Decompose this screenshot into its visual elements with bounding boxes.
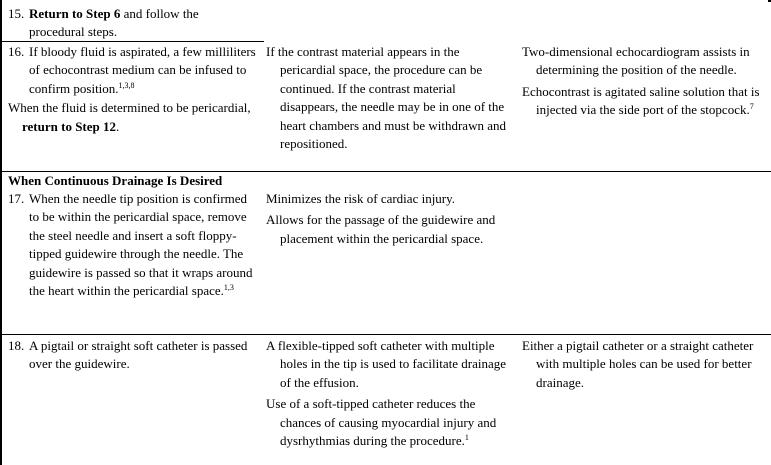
step-17-reference: 1,3 (223, 283, 234, 293)
row-18-step (8, 337, 256, 374)
step-18-rationale-1: A flexible-tipped soft catheter with multiple holes in the tip is used to facilitate drainage of the effusion. (266, 338, 506, 390)
step-16-note (8, 99, 256, 136)
row-16-step (8, 43, 256, 136)
step-16-consideration-2-text: Echocontrast is agitated saline solution that is injected via the side port of the stopcock. (522, 83, 760, 118)
step-number: 15. (8, 6, 25, 21)
step-17-text: When the needle tip position is confirmed to be within the pericardial space, remove the steel needle and insert a soft floppy-tipped guidewire through the needle. The guidewire is passed so that it wraps around the heart within the pericardial space. (29, 191, 253, 299)
row-18-rationale (266, 337, 510, 450)
row-divider (0, 41, 264, 42)
step-18-consideration: Either a pigtail catheter or a straight catheter with multiple holes can be used for better drainage. (522, 338, 754, 390)
step-16-rationale-text: If the contrast material appears in the pericardial space, the procedure can be continued. If the contrast material disappears, the needle may be in one of the heart chambers and must be withdrawn and repositioned. (266, 44, 506, 152)
row-16-special-considerations (522, 43, 767, 120)
section-heading: When Continuous Drainage Is Desired (8, 173, 223, 188)
step-18-rationale-2 (266, 395, 510, 450)
step-16-consideration-2-reference: 7 (749, 102, 754, 112)
row-17-step (8, 190, 256, 300)
table-left-border (0, 0, 2, 465)
step-18-text: A pigtail or straight soft catheter is passed over the guidewire. (29, 338, 248, 372)
step-17-rationale-1: Minimizes the risk of cardiac injury. (266, 191, 456, 206)
step-number: 17. (8, 191, 25, 206)
step-16-consideration-1: Two-dimensional echocardiogram assists in determining the position of the needle. (522, 44, 750, 78)
step-number: 18. (8, 338, 25, 353)
step-18-rationale-2-text: Use of a soft-tipped catheter reduces the chances of causing myocardial injury and dysrhythmias during the procedure. (266, 396, 497, 449)
step-number: 16. (8, 44, 25, 59)
step-16-note-end: . (116, 118, 120, 134)
row-17-rationale (266, 190, 510, 248)
step-16-text: If bloody fluid is aspirated, a few milliliters of echocontrast medium can be infused to confirm position. (29, 44, 256, 96)
step-15-bold-instruction: Return to Step 6 (29, 6, 121, 21)
step-15-text: and follow the procedural steps. (29, 6, 199, 40)
row-15-step (8, 5, 256, 42)
row-18-special-considerations (522, 337, 767, 392)
step-16-note-bold: return to Step 12 (22, 118, 117, 134)
step-17-rationale-2: Allows for the passage of the guidewire and placement within the pericardial space. (266, 212, 496, 246)
row-16-rationale (266, 43, 510, 153)
step-16-reference: 1,3,8 (118, 80, 135, 90)
row-divider (0, 334, 771, 335)
step-18-rationale-2-reference: 1 (464, 433, 469, 443)
step-16-consideration-2 (522, 83, 767, 120)
step-16-note-text: When the fluid is determined to be pericardial, (8, 100, 251, 116)
